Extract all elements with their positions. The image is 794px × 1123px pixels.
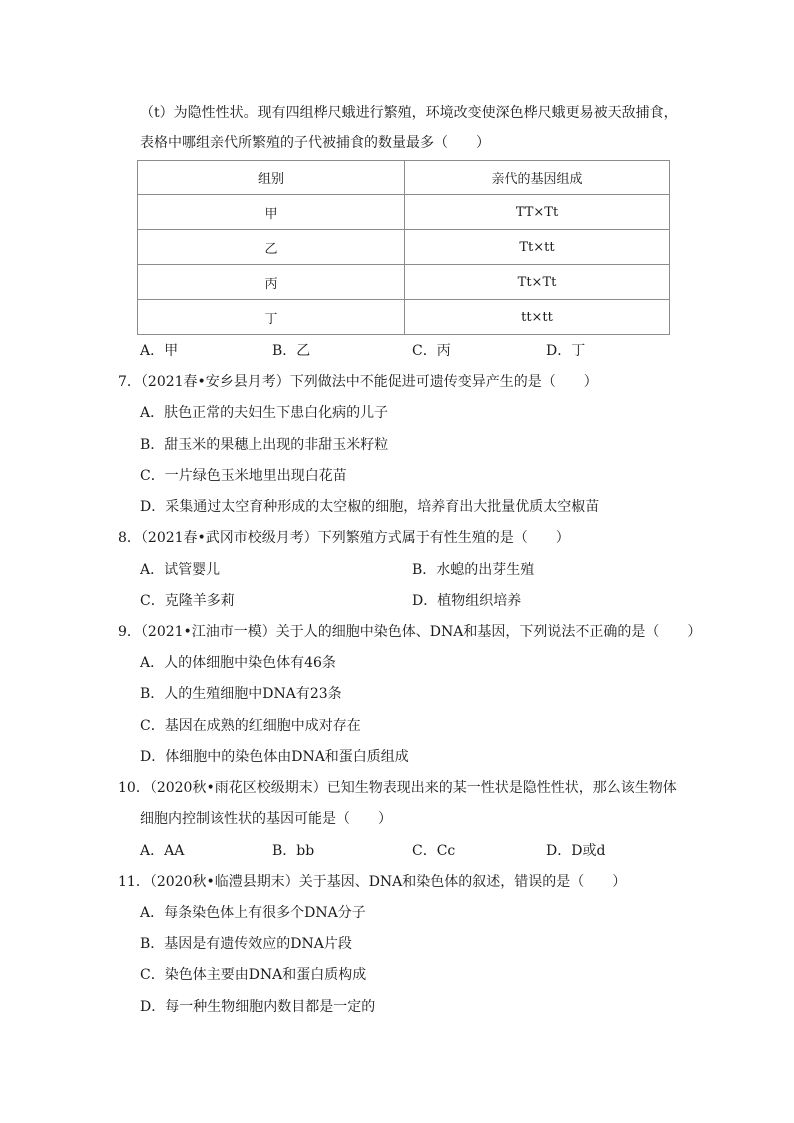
q7-stem: 7．（2021春•安乡县月考）下列做法中不能促进可遗传变异产生的是（ ） <box>118 374 598 390</box>
table-cell-group: 甲 <box>138 195 405 230</box>
q11-option-d: D．每一种生物细胞内数目都是一定的 <box>140 999 376 1015</box>
q6-option-a: A．甲 <box>140 343 179 359</box>
table-cell-genotype: tt×tt <box>405 300 670 335</box>
q6-option-d: D．丁 <box>546 343 586 359</box>
q9-option-b: B．人的生殖细胞中DNA有23条 <box>140 686 342 702</box>
table-header-genotype: 亲代的基因组成 <box>405 161 670 195</box>
q8-option-b: B．水螅的出芽生殖 <box>412 562 535 578</box>
q6-option-b: B．乙 <box>272 343 311 359</box>
q9-option-c: C．基因在成熟的红细胞中成对存在 <box>140 718 361 734</box>
q9-option-d: D．体细胞中的染色体由DNA和蛋白质组成 <box>140 749 409 765</box>
table-row <box>138 195 670 230</box>
q9-option-a: A．人的体细胞中染色体有46条 <box>140 655 336 671</box>
q6-stem-line2: 表格中哪组亲代所繁殖的子代被捕食的数量最多（ ） <box>140 135 490 151</box>
table-header-row <box>138 161 670 195</box>
table-cell-group: 乙 <box>138 230 405 265</box>
q8-stem: 8．（2021春•武冈市校级月考）下列繁殖方式属于有性生殖的是（ ） <box>118 530 570 546</box>
table-row <box>138 230 670 265</box>
table-cell-genotype: Tt×tt <box>405 230 670 265</box>
q8-option-a: A．试管婴儿 <box>140 562 221 578</box>
q9-stem: 9．（2021•江油市一模）关于人的细胞中染色体、DNA和基因，下列说法不正确的是（ ） <box>118 624 702 640</box>
q8-option-c: C．克隆羊多莉 <box>140 593 235 609</box>
q6-genotype-table <box>137 160 670 335</box>
q11-option-b: B．基因是有遗传效应的DNA片段 <box>140 936 352 952</box>
q10-option-a: A．AA <box>140 843 185 859</box>
q7-option-c: C．一片绿色玉米地里出现白花苗 <box>140 468 347 484</box>
q11-stem: 11．（2020秋•临澧县期末）关于基因、DNA和染色体的叙述，错误的是（ ） <box>118 874 627 890</box>
q10-stem-line1: 10．（2020秋•雨花区校级期末）已知生物表现出来的某一性状是隐性性状，那么该生物体 <box>118 780 677 796</box>
q7-option-d: D．采集通过太空育种形成的太空椒的细胞，培养育出大批量优质太空椒苗 <box>140 499 600 515</box>
table-row <box>138 300 670 335</box>
q7-option-a: A．肤色正常的夫妇生下患白化病的儿子 <box>140 405 389 421</box>
q7-option-b: B．甜玉米的果穗上出现的非甜玉米籽粒 <box>140 437 389 453</box>
table-cell-group: 丙 <box>138 265 405 300</box>
q6-option-c: C．丙 <box>412 343 451 359</box>
table-cell-group: 丁 <box>138 300 405 335</box>
q10-stem-line2: 细胞内控制该性状的基因可能是（ ） <box>140 811 392 827</box>
table-row <box>138 265 670 300</box>
table-header-group: 组别 <box>138 161 405 195</box>
table-cell-genotype: TT×Tt <box>405 195 670 230</box>
q6-stem-line1: （t）为隐性性状。现有四组桦尺蛾进行繁殖，环境改变使深色桦尺蛾更易被天敌捕食， <box>140 105 678 121</box>
q10-option-b: B．bb <box>272 843 315 859</box>
q10-option-d: D．D或d <box>546 843 606 859</box>
q11-option-a: A．每条染色体上有很多个DNA分子 <box>140 905 366 921</box>
q10-option-c: C．Cc <box>412 843 456 859</box>
q11-option-c: C．染色体主要由DNA和蛋白质构成 <box>140 967 367 983</box>
q8-option-d: D．植物组织培养 <box>412 593 522 609</box>
table-cell-genotype: Tt×Tt <box>405 265 670 300</box>
